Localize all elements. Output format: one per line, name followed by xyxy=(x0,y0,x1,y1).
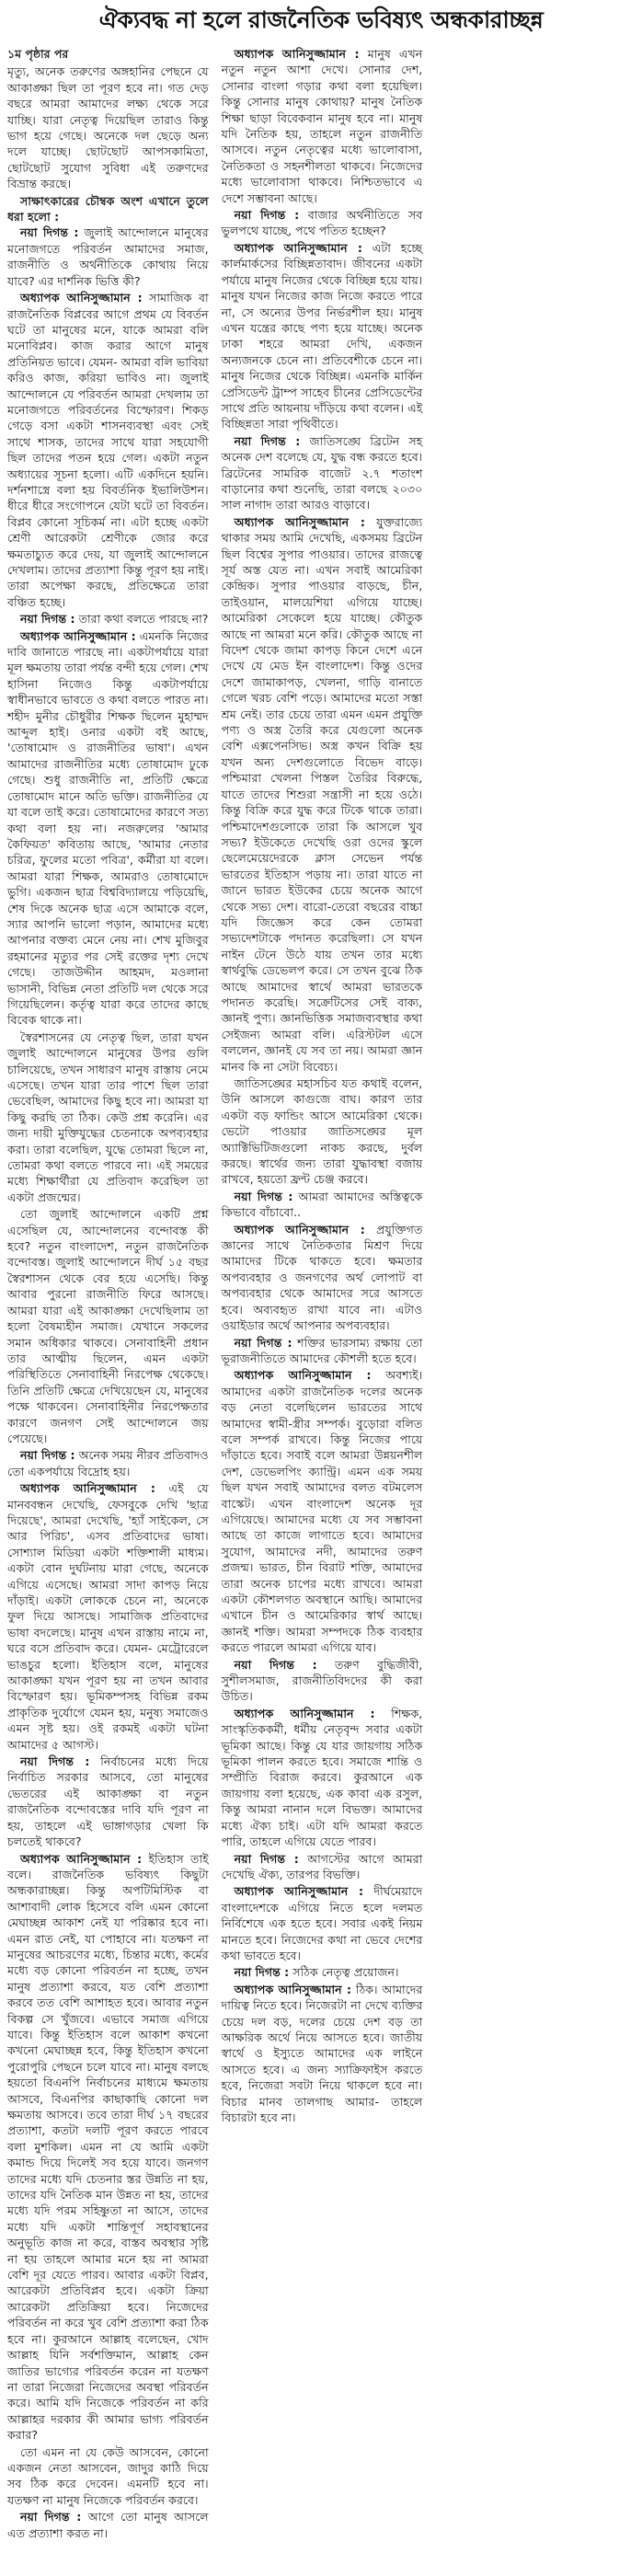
speaker-label: অধ্যাপক আনিসুজ্জামান : xyxy=(234,1222,365,1236)
paragraph-text: এটা হচ্ছে কার্লমার্কসের বিচ্ছিন্নতাবাদ। জীবনের একটা পর্যায়ে মানুষ নিজের থেকে বিচ্ছিন্ন হয়ে যায়। মানুষ যখন নিজের কাজ নিজে করতে পারে না, সে অন্যের উপর নির্ভরশীল হয়। মানুষ এখন যন্ত্রের কাছে পণ্য হয়ে যাচ্ছে। অনেক ঢাকা শহরে আমরা দেখি, একজন অন্যজনকে চেনে না। প্রতিবেশীকে চেনে না। মানুষ নিজের থেকে বিচ্ছিন্ন। এমনকি মার্কিন প্রেসিডেন্ট ট্রাম্প সাহেব চীনের প্রেসিডেন্টের সাথে প্রতি আয়নায় দাঁড়িয়ে কথা বলেন। এই বিচ্ছিন্নতা সারা পৃথিবীতে। xyxy=(221,240,423,431)
speaker-label: অধ্যাপক আনিসুজ্জামান : xyxy=(234,1982,351,1996)
paragraph-text: তো এমন না যে কেউ আসবেন, কোনো একজন নেতা আসবেন, জাদুর কাঠি দিয়ে সব ঠিক করে দেবেন। এমনটি হবে না। যতক্ষণ না মানুষ নিজেকে পরিবর্তন করবে। xyxy=(7,2444,209,2507)
qa-paragraph xyxy=(7,1851,209,2444)
paragraph-text: অবশ্যই। আমাদের একটা রাজনৈতিক দলের অনেক বড় নেতা বলেছিলেন ভারতের সাথে আমাদের স্বামী-স্ত্রীর সম্পর্ক। বুড়োরা বলিত বলে সম্পর্ক রাখবে। কিন্তু নিজের পায়ে দাঁড়াতে হবে। সবাই বলে আমরা উন্নয়নশীল দেশ, ডেভেলপিং ক্যান্ট্রি। এমন এক সময় ছিল যখন সবাই আমাদের বলত বটমলেস বাস্কেট। এখন বাংলাদেশ অনেক দূর এগিয়েছে। আমাদের মধ্যে যে সব সম্ভাবনা আছে তা কাজে লাগাতে হবে। আমাদের সুযোগ, আমাদের নদী, আমাদের তরুণ প্রজন্ম। ভারত, চীন বিরাট শক্তি, আমাদের তারা অনেক চাপের মধ্যে রাখবে। আমরা একটা কৌশলগত অবস্থানে আছি। আমাদের এখানে চীন ও আমেরিকার স্বার্থ আছে। জ্ঞানই শক্তি। আমরা সম্পদকে ঠিক ব্যবহার করতে পারলে আমরা এগিয়ে যাব। xyxy=(221,1368,423,1655)
qa-paragraph xyxy=(7,1447,209,1479)
qa-paragraph xyxy=(222,46,423,206)
paragraph-text: তো জুলাই আন্দোলনে একটি প্রশ্ন এসেছিল যে, আন্দোলনের বন্দোবস্ত কী হবে? নতুন বাংলাদেশ, নতুন রাজনৈতিক বন্দোবস্ত। জুলাই আন্দোলনে দীর্ঘ ১৫ বছর স্বৈরশাসন থেকে বের হয়ে এসেছি। কিন্তু আবার পুরনো রাজনীতি ফিরে আসছে। আমরা যারা এই আকাঙ্ক্ষা দেখেছিলাম তা হলো বৈষম্যহীন সমাজ। যেখানে সকলের সমান অধিকার থাকবে। সেনাবাহিনী প্রধান তার আত্মীয় ছিলেন, এমন একটা পরিস্থিতিতে সেনাবাহিনী নিরপেক্ষ থেকেছে। তিনি প্রতিটি ক্ষেত্রে দেখিয়েছেন যে, মানুষের পক্ষে থাকবেন। সেনাবাহিনীর নিরপেক্ষতার কারণে জনগণ সেই আন্দোলনে জয় পেয়েছে। xyxy=(7,1207,209,1445)
paragraph-text: নির্বাচনের মধ্যে দিয়ে নির্বাচিত সরকার আসবে, তো মানুষের ভেতরের এই আকাঙ্ক্ষা বা নতুন রাজনৈতিক বন্দোবস্তের দাবি যদি পূরণ না হয়, তাহলে এই ভাঙ্গাগড়ার খেলা কি চলতেই থাকবে? xyxy=(7,1754,209,1849)
paragraph-text: শিক্ষক, সাংস্কৃতিককর্মী, ধর্মীয় নেতৃবৃন্দ সবার একটা ভূমিকা আছে। কিন্তু যে যার জায়গায় সঠিক ভূমিকা পালন করতে হবে। সমাজে শান্তি ও সম্প্রীতি বিরাজ করবে। কুরআনে এক জায়গায় বলা হয়েছে, এক কাবা এক রসুল, কিন্তু আমরা নানান দলে বিভক্ত। আমাদের মধ্যে ঐক্য চাই। এটা যদি আমরা করতে পারি, তাহলে এগিয়ে যেতে পারব। xyxy=(221,1706,423,1849)
speaker-label: অধ্যাপক আনিসুজ্জামান : xyxy=(234,514,365,529)
speaker-label: নয়া দিগন্ত : xyxy=(20,225,79,240)
qa-paragraph xyxy=(222,1851,423,1883)
qa-paragraph xyxy=(222,1222,423,1334)
paragraph-text: মৃত্যু, অনেক তরুণের অঙ্গহানির পেছনে যে আকাঙ্ক্ষা ছিল তা পূরণ হবে না। গত দেড় বছরে আমরা আমাদের লক্ষ্য থেকে সরে যাচ্ছি। যারা নেতৃত্ব দিয়েছিল তারাও কিন্তু ভাগ হয়ে গেছে। অনেকে দল ছেড়ে অন্য দলে যাচ্ছে। ছোটছোট আপসকামিতা, ছোটছোট সুযোগ সুবিধা এই তরুণদের বিভ্রান্ত করছে। xyxy=(7,64,209,191)
qa-paragraph xyxy=(7,224,209,289)
paragraph-text: তরুণ বুদ্ধিজীবী, সুশীলসমাজ, রাজনীতিবিদদের কী করা উচিত। xyxy=(221,1657,423,1704)
paragraph-text: আগস্টের আগে আমরা দেখেছি ঐক্য, তারপর বিভক্তি। xyxy=(221,1851,423,1881)
qa-paragraph xyxy=(7,290,209,610)
article-body xyxy=(7,46,636,2558)
speaker-label: নয়া দিগন্ত : xyxy=(234,1189,293,1203)
qa-paragraph xyxy=(222,433,423,513)
paragraph-text: জাতিসঙ্ঘে ব্রিটেন সহ অনেক দেশ বলেছে যে, যুদ্ধ বন্ধ করতে হবে। ব্রিটেনের সামরিক বাজেট ২.৭ শতাংশ বাড়ানোর কথা শুনেছি, তারা বলছে ২০৩০ সাল নাগাদ তারা আরও বাড়াবে। xyxy=(221,433,423,512)
speaker-label: নয়া দিগন্ত : xyxy=(234,433,301,448)
speaker-label: নয়া দিগন্ত : xyxy=(20,612,75,627)
paragraph-text: জাতিসঙ্ঘের মহাসচিব যত কথাই বলেন, উনি আসলে কাগুজে বাঘ। কারণ তার একটা বড় ফান্ডিং আসে আমেরিকা থেকে। ভেটো পাওয়ার জাতিসঙ্ঘের মূল অ্যাক্টিভিটিজগুলো নাকচ করছে, দুর্বল করছে। স্বার্থের জন্য তারা যুদ্ধাবস্থা বজায় রাখবে, হয়তো ফ্রন্ট চেঞ্জ করবে। xyxy=(221,1076,423,1187)
paragraph-text: মানুষ এখন নতুন নতুন আশা দেখে। সোনার দেশ, সোনার বাংলা গড়ার কথা বলা হয়েছিল। কিন্তু সোনার মানুষ কোথায়? মানুষ নৈতিক শিক্ষা ছাড়া বিবেকবান মানুষ হবে না। মানুষ যদি নৈতিক হয়, তাহলে নতুন রাজনীতি আসবে। নতুন নেতৃত্বের মধ্যে ভালোবাসা, নৈতিকতা ও সহনশীলতা থাকবে। নিজেদের মধ্যে ভালোবাসা থাকবে। নিশ্চিতভাবে এ দেশে সম্ভাবনা আছে। xyxy=(221,47,423,205)
paragraph-text: জুলাই আন্দোলনে মানুষের মনোজগতে পরিবর্তন আমাদের সমাজ, রাজনীতি ও অর্থনীতিকে কোথায় নিয়ে যাবে? এর দার্শনিক ভিত্তি কী? xyxy=(7,225,209,288)
speaker-label: অধ্যাপক আনিসুজ্জামান : xyxy=(20,1481,155,1496)
paragraph-text: স্বৈরশাসনের যে নেতৃত্ব ছিল, তারা যখন জুলাই আন্দোলনে মানুষের উপর গুলি চালিয়েছে, তখন সাধারণ মানুষ রাস্তায় নেমে এসেছে। তখন যারা তার পাশে ছিল তারা ভেবেছিল, আমাদের কিছু হবে না। আমরা যা কিছু করছি তা ঠিক। কেউ প্রশ্ন করেনি। এর জন্য দায়ী মুক্তিযুদ্ধের চেতনাকে অপব্যবহার করা। তারা বলেছিল, যুদ্ধে তোমরা ছিলে না, তোমরা কথা বলতে পারবে না। এই সময়ের মধ্যে শিক্ষার্থীরা যে প্রতিবাদ করেছিল তা একটা প্রজন্মের। xyxy=(7,1029,209,1204)
paragraph-text: শক্তির ভারসাম্য রক্ষায় তো ভূরাজনীতিতে আমাদের কৌশলী হতে হবে। xyxy=(221,1335,423,1365)
qa-paragraph xyxy=(222,514,423,1075)
paragraph xyxy=(7,2444,209,2509)
paragraph xyxy=(7,63,209,191)
speaker-label: নয়া দিগন্ত : xyxy=(20,2510,82,2524)
qa-paragraph xyxy=(222,1883,423,1963)
speaker-label: নয়া দিগন্ত : xyxy=(234,1965,290,1980)
speaker-label: অধ্যাপক আনিসুজ্জামান : xyxy=(20,1851,143,1866)
paragraph-text: সাক্ষাৎকারের চৌম্বক অংশ এখানে তুলে ধরা হলো : xyxy=(7,193,209,224)
speaker-label: নয়া দিগন্ত : xyxy=(234,1657,317,1672)
speaker-label: নয়া দিগন্ত : xyxy=(20,1754,90,1769)
paragraph-text: এই যে মানববন্ধন দেখেছি, ফেসবুকে দেখি 'ছাত্র দিয়েছে', আমরা দেখেছি, 'হ্যাঁ সাইকেল, সে আর পিরিচ', এসব প্রতিবাদের ভাষা। সোশ্যাল মিডিয়া একটা শক্তিশালী মাধ্যম। একটা বোন দুর্ঘটনায় মারা গেছে, অনেকে এগিয়ে এসেছে। আমরা সাদা কাপড় নিয়ে দাঁড়াই। একটা লোককে চেনে না, অনেকে ফুল দিয়ে আসছে। সামাজিক প্রতিবাদের ভাষা বদলেছে। মানুষ এখন রাস্তায় নামে না, ঘরে বসে প্রতিবাদ করে। যেমন- মেট্রোরেলে ভাঙচুর হলো। ইতিহাস বলে, মানুষের আকাঙ্ক্ষা যখন পূরণ হয় না তখন আবার বিস্ফোরণ হয়। ভূমিকম্পসহ বিভিন্ন রকম প্রাকৃতিক দুর্যোগে যেমন হয়, মনুষ্য সমাজেও এমন সৃষ্ট হয়। ওই রকমই একটা ঘটনা আমাদের ৫ আগস্ট। xyxy=(7,1481,209,1752)
speaker-label: অধ্যাপক আনিসুজ্জামান : xyxy=(234,1706,375,1720)
qa-paragraph xyxy=(7,1480,209,1753)
qa-paragraph xyxy=(7,611,209,627)
qa-paragraph xyxy=(222,1335,423,1367)
paragraph-text: আগে তো মানুষ আসলে এত প্রত্যাশা করত না। xyxy=(7,2510,209,2540)
paragraph-text: ইতিহাস তাই বলে। রাজনৈতিক ভবিষ্যৎ কিছুটা অন্ধকারাচ্ছন্ন। কিন্তু অপটিমিস্টিক বা আশাবাদী লোক হিসেবে বলি এমন কোনো মেঘাচ্ছন্ন আকাশ নেই যা পরিষ্কার হবে না। এমন রাত নেই, যা পোহাবে না। যতক্ষণ না মানুষের আচরণের মধ্যে, চিন্তার মধ্যে, কর্মের মধ্যে বড় কোনো পরিবর্তন না হচ্ছে, তখন মানুষ প্রত্যাশা করবে, যত বেশি প্রত্যাশা করবে তত বেশি আশাহত হবে। আবার নতুন বিকল্প সে খুঁজবে। এভাবে সমাজ এগিয়ে যাবে। কিন্তু ইতিহাস বলে আকাশ কখনো কখনো মেঘাচ্ছন্ন হবে, কিন্তু ইতিহাস কখনো পুরোপুরি পেছনে চলে যাবে না। মানুষ বলছে হয়তো বিএনপি নির্বাচনের মাধ্যমে ক্ষমতায় আসবে, বিএনপির কাছাকাছি কোনো দল ক্ষমতায় আসবে। তবে তারা দীর্ঘ ১৭ বছরের প্রত্যাশা, কতটা দলটি পূরণ করতে পারবে বলা মুশকিল। এমন না যে আমি একটা কমান্ড দিয়ে দিলেই সব হয়ে যাবে। জনগণ তাদের মধ্যে যদি চেতনার স্তর উন্নতি না হয়, তাদের যদি নৈতিক মান উন্নত না হয়, তাদের মধ্যে যদি পরম সহিষ্ণুতা না আসে, তাদের মধ্যে যদি একটা শান্তিপূর্ণ সহাবস্থানের অনুভূতি কাজ না করে, বাস্তব অবস্থার সৃষ্টি না হয় তাহলে আমার মনে হয় না আমরা বেশি দূর যেতে পারব। আবার একটা বিপ্লব, আরেকটা প্রতিবিপ্লব হবে। একটা ক্রিয়া আরেকটা প্রতিক্রিয়া হবে। নিজেদের পরিবর্তন না করে খুব বেশি প্রত্যাশা করা ঠিক হবে না। কুরআনে আল্লাহ বলেছেন, খোদ আল্লাহ যিনি সর্বশক্তিমান, আল্লাহ কেন জাতির ভাগ্যের পরিবর্তন করেন না যতক্ষণ না তারা নিজেরা নিজেদের অবস্থা পরিবর্তন করে। আমি যদি নিজেকে পরিবর্তন না করি আল্লাহর দরকার কী আমার ভাগ্য পরিবর্তন করার? xyxy=(7,1851,209,2443)
paragraph xyxy=(7,1029,209,1205)
speaker-label: অধ্যাপক আনিসুজ্জামান : xyxy=(234,47,360,61)
speaker-label: অধ্যাপক আনিসুজ্জামান : xyxy=(234,1368,372,1383)
paragraph xyxy=(7,1206,209,1446)
paragraph-text: বাজার অর্থনীতিতে সব ভুলপথে যাচ্ছে, পথে পতিত হচ্ছেন? xyxy=(221,208,423,238)
qa-paragraph xyxy=(222,1189,423,1221)
paragraph-text: সামাজিক বা রাজনৈতিক বিপ্লবের আগে প্রথম যে বিবর্তন ঘটে তা মানুষের মনে, যাকে আমরা বলি মনোবিপ্লব। কাজ করার আগে মানুষ প্রতিনিয়ত ভাবে। যেমন- আমরা বলি ভাবিয়া করিও কাজ, করিয়া ভাবিও না। জুলাই আন্দোলনে যে পরিবর্তন আমরা দেখলাম তা মনোজগতে পরিবর্তনের বিস্ফোরণ। শিকড় গেড়ে বসা একটা শাসনব্যবস্থা এবং সেই সাথে শাসক, তাদের সাথে যারা সহযোগী ছিল তাদের পতন হয়ে গেল। একটা নতুন অধ্যায়ের সূচনা হলো। এটি একদিনে হয়নি। দর্শনশাস্ত্রে বলা হয় বিবর্তনিক ইভালিউশন। ধীরে ধীরে সংগোপনে যেটা ঘটে তা বিবর্তন। বিপ্লব কোনো সূচিকর্ম না। এটা হচ্ছে একটা শ্রেণী আরেকটা শ্রেণীকে জোর করে ক্ষমতাচ্যুত করে দেয়, যা জুলাই আন্দোলনে দেখলাম। তাদের প্রত্যাশা কিন্তু পূরণ হয় নাই। তারা অপেক্ষা করছে, প্রতিক্ষেত্রে তারা বঞ্চিত হচ্ছে। xyxy=(7,291,209,609)
speaker-label: নয়া দিগন্ত : xyxy=(234,1851,299,1866)
paragraph-text: তারা কথা বলতে পারছে না? xyxy=(78,612,209,627)
paragraph-text: আমরা আমাদের অস্তিত্বকে কিভাবে বাঁচাবো.. xyxy=(221,1189,423,1220)
qa-paragraph xyxy=(222,207,423,239)
section-subheading xyxy=(7,193,209,225)
qa-paragraph xyxy=(7,628,209,1029)
speaker-label: নয়া দিগন্ত : xyxy=(234,1335,292,1350)
paragraph-text: প্রযুক্তিগত জ্ঞানের সাথে নৈতিকতার মিশ্রণ দিয়ে আমাদের টিকে থাকতে হবে। ক্ষমতার অপব্যবহার ও জনগণের অর্থ লোপাট বা অপব্যবহার থেকে আমাদের সরে আসতে হবে। অব্যবহৃত রাখা যাবে না। এটাও ওয়াইডার অর্থে আপনার অপব্যবহার। xyxy=(221,1222,423,1333)
speaker-label: অধ্যাপক আনিসুজ্জামান : xyxy=(234,1884,364,1899)
qa-paragraph xyxy=(222,1964,423,1980)
paragraph-text: সঠিক নেতৃত্ব প্রয়োজন। xyxy=(292,1965,399,1980)
qa-paragraph xyxy=(222,240,423,432)
qa-paragraph xyxy=(222,1657,423,1705)
speaker-label: নয়া দিগন্ত : xyxy=(234,208,300,223)
paragraph-text: দীর্ঘমেয়াদে বাংলাদেশকে এগিয়ে নিতে হলে দলমত নির্বিশেষে এক হতে হবে। সবার একই নিয়ম মানতে হবে। নিজেদের কথা না ভেবে দেশের কথা ভাবতে হবে। xyxy=(221,1884,423,1962)
paragraph-text: যুক্তরাজ্যে থাকার সময় আমি দেখেছি, একসময় ব্রিটেন ছিল বিশ্বের সুপার পাওয়ার। তাদের রাজত্বে সূর্য অস্ত যেত না। এখন সবাই আমেরিকা কেন্দ্রিক। সুপার পাওয়ার বাড়ছে, চীন, তাইওয়ান, মালয়েশিয়া এগিয়ে যাচ্ছে। আমেরিকা সেকেলে হয়ে যাচ্ছে। কৌতুক আছে না আমরা মনে করি। কৌতুক আছে না বিদেশ থেকে জামা কাপড় কিনে দেশে এনে দেখে যে মেড ইন বাংলাদেশ। কিন্তু ওদের দেশে জামাকাপড়, খেলনা, গাড়ি বানাতে গেলে খরচ বেশি পড়ে। আমাদের মতো সস্তা শ্রম নেই। তার চেয়ে তারা এমন এমন প্রযুক্তি পণ্য ও অস্ত্র তৈরি করে যেগুলো অনেক বেশি এক্সপেনসিভ। অস্ত্র কখন বিক্রি হয় যখন অন্য দেশগুলোতে বিভেদ বাড়ে। পশ্চিমারা খেলনা পিস্তল তৈরির বিরুদ্ধে, যাতে তাদের শিশুরা সন্ত্রাসী না হয়ে ওঠে। কিন্তু বিক্রি করে যুদ্ধ করে টিকে থাকে তারা। পশ্চিমাদেশগুলোকে তারা কি আসলে খুব সভ্য? ইউকেতে দেখেছি ওরা ওদের স্কুলে ছেলেমেয়েদেরকে ক্লাস সেভেন পর্যন্ত ভারতের ইতিহাস পড়ায় না। তারা যাতে না জানে ভারত ইউকের চেয়ে অনেক আগে থেকে সভ্য দেশ। বারো-তেরো বছরের বাচ্চা যদি জিজ্ঞেস করে কেন তোমরা সভ্যদেশটাকে পদানত করেছিলা। সে যখন নাইন টেনে উঠে যায় তখন তার মধ্যে স্বার্থবুদ্ধি ডেভেলপ করে। সে তখন বুঝে ঠিক আছে আমাদের স্বার্থে আমরা ভারতকে পদানত করেছি। সক্রেটিসের সেই বাক্য, জ্ঞানই পুণ্য। জ্ঞানভিত্তিক সমাজব্যবস্থার কথা সেইজন্য আমরা বলি। এরিস্টটল এসে বললেন, জ্ঞানই যে সব তা নয়। আমরা জ্ঞান মানব কি না সেটা বিবেচ্য। xyxy=(221,514,423,1074)
speaker-label: অধ্যাপক আনিসুজ্জামান : xyxy=(234,240,362,255)
speaker-label: অধ্যাপক আনিসুজ্জামান : xyxy=(20,628,136,643)
qa-paragraph xyxy=(222,1706,423,1850)
qa-paragraph xyxy=(222,1367,423,1655)
headline: ঐক্যবদ্ধ না হলে রাজনৈতিক ভবিষ্যৎ অন্ধকারাচ্ছন্ন xyxy=(98,6,544,33)
qa-paragraph xyxy=(222,1982,423,2126)
paragraph xyxy=(222,1075,423,1188)
paragraph-text: ঠিক। আমাদের দায়িত্ব নিতে হবে। নিজেরটা না দেখে ব্যক্তির চেয়ে দল বড়, দলের চেয়ে দেশ বড় তা আক্ষরিক অর্থে নিয়ে আসতে হবে। জাতীয় স্বার্থে ও ইস্যুতে আমাদের এক লাইনে আসতে হবে। এ জন্য স্যাক্রিফাইস করতে হবে, নিজেরা সবটা নিয়ে থাকলে হবে না। বিচার মানব তালগাছ আমার- তাহলে বিচারটা হবে না। xyxy=(221,1982,423,2124)
qa-paragraph xyxy=(7,1754,209,1849)
qa-paragraph xyxy=(7,2509,209,2541)
paragraph-text: এমনকি নিজের দাবি জানাতে পারছে না। একটাপর্যায়ে যারা মূল ক্ষমতায় তারা পর্যন্ত বন্দী হয়ে গেল। শেখ হাসিনা নিজেও কিন্তু একটাপর্যায়ে স্বাধীনভাবে ভাবতে ও কথা বলতে পারত না। শহীদ মুনীর চৌধুরীর শিক্ষক ছিলেন মুহাম্মদ আব্দুল হাই। ওনার একটা বই আছে, 'তোষামোদ ও রাজনীতির ভাষা'। এখন আমাদের রাজনীতির মধ্যে তোষামোদ ঢুকে গেছে। শুধু রাজনীতি না, প্রতিটি ক্ষেত্রে তোষামোদ মানে অতি ভক্তি। রাজনীতির যে যা বলে তাই করে। তোষামোদের কারণে সত্য কথা বলা হয় না। নজরুলের 'আমার কৈফিয়ত' কবিতায় আছে, 'আমার নেতার চরিত্র, ফুলের মতো পবিত্র', কর্মীরা যা বলে। আমরা যারা শিক্ষক, আমরাও তোষামোদে ভুগি। একজন ছাত্র বিশ্ববিদ্যালয়ে পড়িয়েছি, শেষ দিকে অনেক ছাত্র এসে আমাকে বলে, স্যার আপনি ভালো পড়ান, আমাদের মধ্যে আপনার বক্তব্য মেনে নেয় না। শেখ মুজিবুর রহমানের মৃত্যুর পর সেই রক্তের দৃশ্য দেখে গেছে। তাজউদ্দীন আহমদ, মওলানা ভাসানী, বিভিন্ন নেতা প্রতিটি দল থেকে সরে গিয়েছিলেন। কর্তৃত্ব যারা করে তাদের কাছে বিবেক থাকে না। xyxy=(7,628,209,1028)
speaker-label: নয়া দিগন্ত : xyxy=(20,1448,75,1463)
continued-from-label: ১ম পৃষ্ঠার পর xyxy=(7,47,69,61)
speaker-label: অধ্যাপক আনিসুজ্জামান : xyxy=(20,291,143,305)
paragraph-text: অনেক সময় নীরব প্রতিবাদও তো একপর্যায়ে বিদ্রোহ হয়। xyxy=(7,1448,209,1478)
